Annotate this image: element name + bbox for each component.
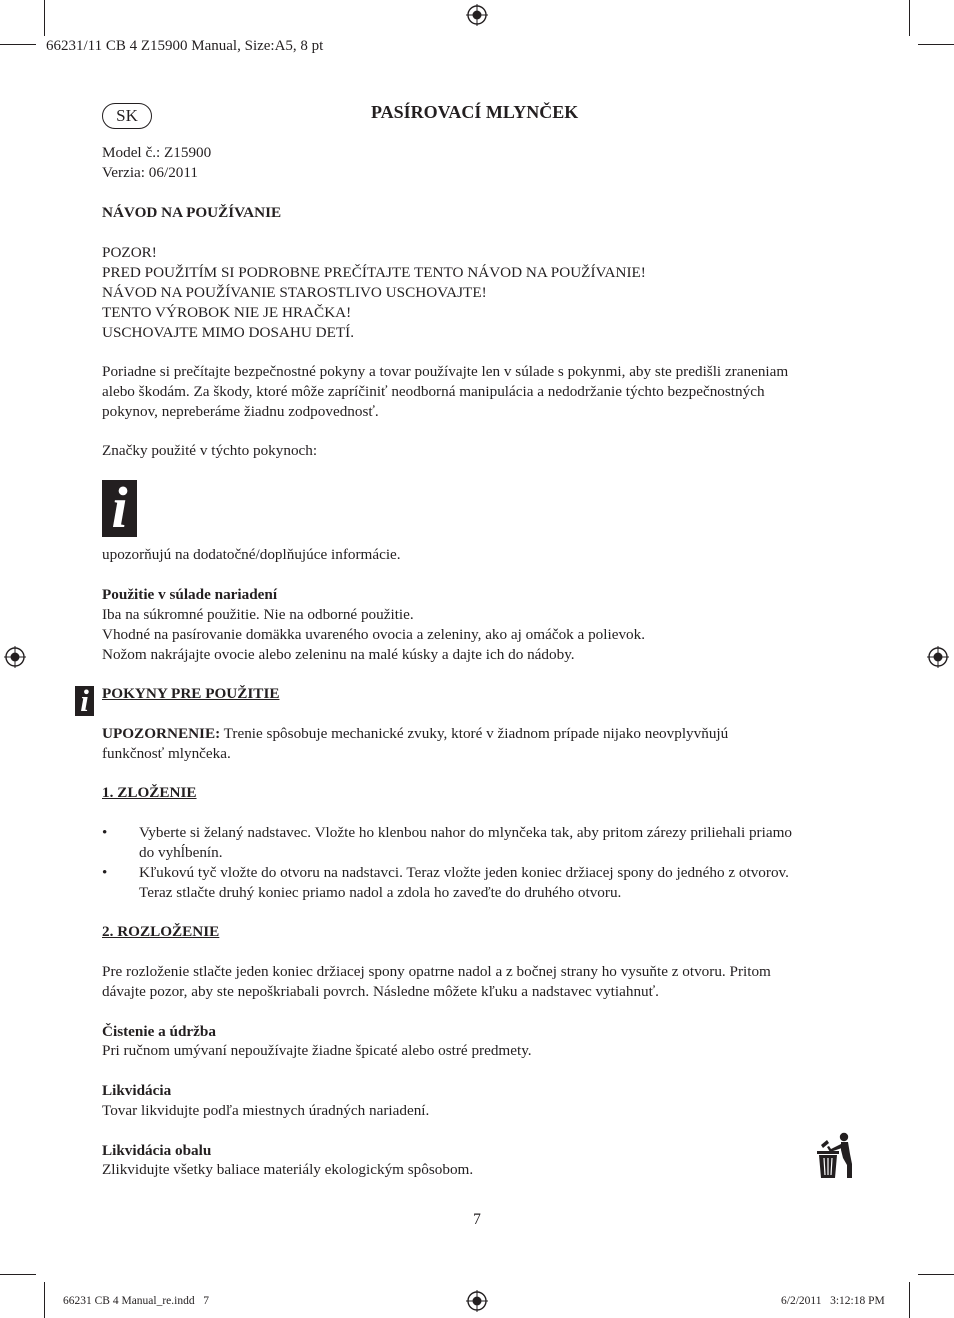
info-icon-letter: i xyxy=(111,480,128,537)
recycle-bin-icon xyxy=(815,1132,853,1180)
symbols-label: Značky použité v týchto pokynoch: xyxy=(102,442,318,459)
warning-line: NÁVOD NA POUŽÍVANIE STAROSTLIVO USCHOVAJTE! xyxy=(102,284,487,301)
crop-mark xyxy=(909,0,910,36)
language-badge: SK xyxy=(102,103,152,129)
list-item: Teraz stlačte druhý koniec priamo nadol a zdola ho zaveďte do druhého otvoru. xyxy=(139,884,622,901)
model-number: Model č.: Z15900 xyxy=(102,144,212,161)
bullet: • xyxy=(102,864,108,881)
notice-text: Trenie spôsobuje mechanické zvuky, ktoré v žiadnom prípade nijako neovplyvňujú xyxy=(220,725,729,742)
list-item: Kľukovú tyč vložte do otvoru na nadstavci. Teraz vložte jeden koniec držiacej spony do jedného z otvorov. xyxy=(139,864,789,881)
crop-mark xyxy=(918,1274,954,1275)
warning-line: PRED POUŽITÍM SI PODROBNE PREČÍTAJTE TENTO NÁVOD NA POUŽÍVANIE! xyxy=(102,264,646,281)
use-line: Iba na súkromné použitie. Nie na odborné použitie. xyxy=(102,606,414,623)
intro-line: pokynov, nepreberáme žiadnu zodpovednosť. xyxy=(102,403,379,420)
use-heading: Použitie v súlade nariadení xyxy=(102,586,278,603)
notice-line xyxy=(102,724,728,744)
intro-line: Poriadne si prečítajte bezpečnostné pokyny a tovar používajte len v súlade s pokynmi, aby ste predišli zraneniam xyxy=(102,363,789,380)
instructions-heading: POKYNY PRE POUŽITIE xyxy=(102,685,280,702)
registration-mark-icon xyxy=(466,1290,488,1312)
disposal-text: Tovar likvidujte podľa miestnych úradných nariadení. xyxy=(102,1102,430,1119)
footer-file: 66231 CB 4 Manual_re.indd 7 xyxy=(63,1295,209,1307)
info-icon xyxy=(102,480,137,537)
assembly-heading: 1. ZLOŽENIE xyxy=(102,784,197,801)
registration-mark-icon xyxy=(927,646,949,668)
list-item: Vyberte si želaný nadstavec. Vložte ho klenbou nahor do mlynčeka tak, aby pritom zárezy priliehali priamo xyxy=(139,824,792,841)
cleaning-text: Pri ručnom umývaní nepoužívajte žiadne špicaté alebo ostré predmety. xyxy=(102,1042,532,1059)
warning-line: POZOR! xyxy=(102,244,157,261)
intro-line: alebo škodám. Za škody, ktoré môže zapríčiniť neodborná manipulácia a nedodržanie týchto bezpečnostných xyxy=(102,383,765,400)
version: Verzia: 06/2011 xyxy=(102,164,199,181)
crop-mark xyxy=(0,1274,36,1275)
disposal-heading: Likvidácia xyxy=(102,1082,172,1099)
crop-mark xyxy=(44,0,45,36)
info-description: upozorňujú na dodatočné/doplňujúce informácie. xyxy=(102,546,401,563)
packaging-heading: Likvidácia obalu xyxy=(102,1142,212,1159)
bullet: • xyxy=(102,824,108,841)
use-line: Vhodné na pasírovanie domäkka uvareného ovocia a zeleniny, ako aj omáčok a polievok. xyxy=(102,626,646,643)
page-number: 7 xyxy=(473,1211,481,1228)
notice-label: UPOZORNENIE: xyxy=(102,725,221,742)
info-icon-letter: i xyxy=(80,686,89,716)
info-icon xyxy=(75,686,94,716)
slug-line: 66231/11 CB 4 Z15900 Manual, Size:A5, 8 pt xyxy=(46,38,324,54)
list-item: do vyhĺbenín. xyxy=(139,844,223,861)
notice-line: funkčnosť mlynčeka. xyxy=(102,745,231,762)
warning-line: USCHOVAJTE MIMO DOSAHU DETÍ. xyxy=(102,324,355,341)
warning-line: TENTO VÝROBOK NIE JE HRAČKA! xyxy=(102,304,352,321)
crop-mark xyxy=(909,1282,910,1318)
registration-mark-icon xyxy=(4,646,26,668)
disassembly-line: dávajte pozor, aby ste nepoškriabali povrch. Následne môžete kľuku a nadstavec vytiahnuť. xyxy=(102,983,659,1000)
footer-timestamp: 6/2/2011 3:12:18 PM xyxy=(781,1295,885,1307)
manual-heading: NÁVOD NA POUŽÍVANIE xyxy=(102,204,282,221)
crop-mark xyxy=(44,1282,45,1318)
registration-mark-icon xyxy=(466,4,488,26)
page-title: PASÍROVACÍ MLYNČEK xyxy=(371,102,579,122)
disassembly-heading: 2. ROZLOŽENIE xyxy=(102,923,220,940)
cleaning-heading: Čistenie a údržba xyxy=(102,1023,216,1040)
use-line: Nožom nakrájajte ovocie alebo zeleninu na malé kúsky a dajte ich do nádoby. xyxy=(102,646,575,663)
packaging-text: Zlikvidujte všetky baliace materiály ekologickým spôsobom. xyxy=(102,1161,474,1178)
crop-mark xyxy=(0,44,36,45)
crop-mark xyxy=(918,44,954,45)
disassembly-line: Pre rozloženie stlačte jeden koniec držiacej spony opatrne nadol a z bočnej strany ho vysuňte z otvoru. Pritom xyxy=(102,963,771,980)
